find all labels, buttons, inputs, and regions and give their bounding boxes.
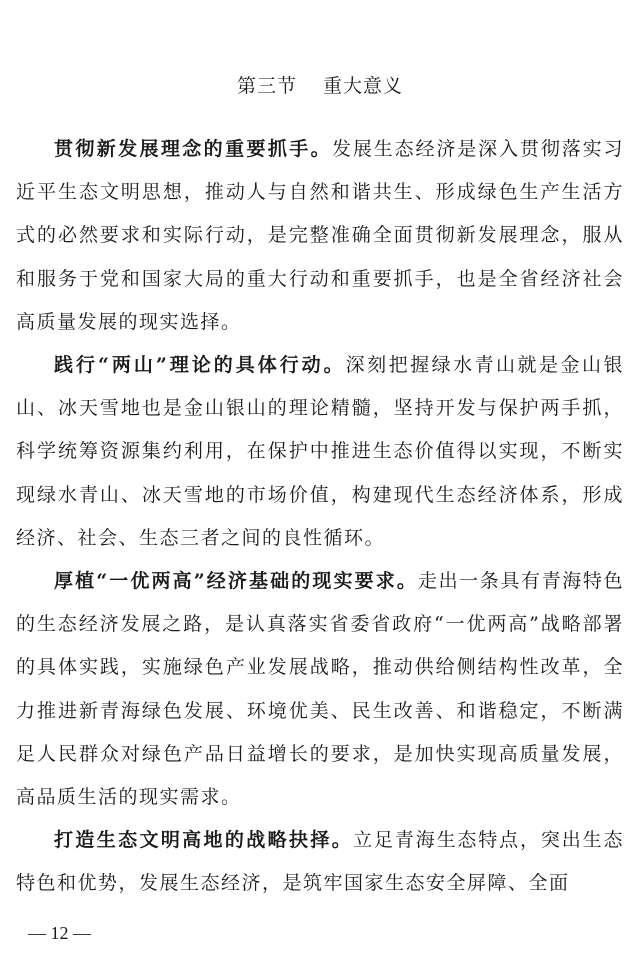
paragraph-3-lead: 厚植“一优两高”经济基础的现实要求。 bbox=[54, 570, 418, 593]
paragraph-1-lead: 贯彻新发展理念的重要抓手。 bbox=[54, 138, 332, 160]
paragraph-2-body: 深刻把握绿水青山就是金山银山、冰天雪地也是金山银山的理论精髓，坚持开发与保护两手抓，科学统筹资源集约利用，在保护中推进生态价值得以实现，不断实现绿水青山、冰天雪地的市场价值，构建现代生态经济体系，形成经济、社会、生态三者之间的良性循环。 bbox=[16, 354, 624, 549]
section-title bbox=[16, 66, 624, 106]
page-number: — 12 — bbox=[28, 923, 91, 943]
paragraph-4-lead: 打造生态文明高地的战略抉择。 bbox=[54, 829, 354, 852]
paragraph-1 bbox=[16, 128, 624, 344]
paragraph-4-body: 立足青海生态特点，突出生态特色和优势，发展生态经济，是筑牢国家生态安全屏障、全面 bbox=[16, 829, 624, 895]
paragraph-1-body: 发展生态经济是深入贯彻落实习近平生态文明思想，推动人与自然和谐共生、形成绿色生产生活方式的必然要求和实际行动，是完整准确全面贯彻新发展理念，服从和服务于党和国家大局的重大行动和重要抓手，也是全省经济社会高质量发展的现实选择。 bbox=[16, 138, 624, 333]
paragraph-2 bbox=[16, 344, 624, 560]
paragraph-3-body: 走出一条具有青海特色的生态经济发展之路，是认真落实省委省政府“一优两高”战略部署的具体实践，实施绿色产业发展战略，推动供给侧结构性改革，全力推进新青海绿色发展、环境优美、民生改善、和谐稳定，不断满足人民群众对绿色产品日益增长的要求，是加快实现高质量发展，高品质生活的现实需求。 bbox=[16, 570, 624, 809]
paragraph-4 bbox=[16, 819, 624, 905]
paragraph-3 bbox=[16, 560, 624, 819]
paragraph-2-lead: 践行“两山”理论的具体行动。 bbox=[54, 354, 346, 377]
section-heading: 重大意义 bbox=[323, 75, 404, 97]
section-number: 第三节 bbox=[236, 75, 297, 97]
document-page bbox=[16, 60, 624, 906]
